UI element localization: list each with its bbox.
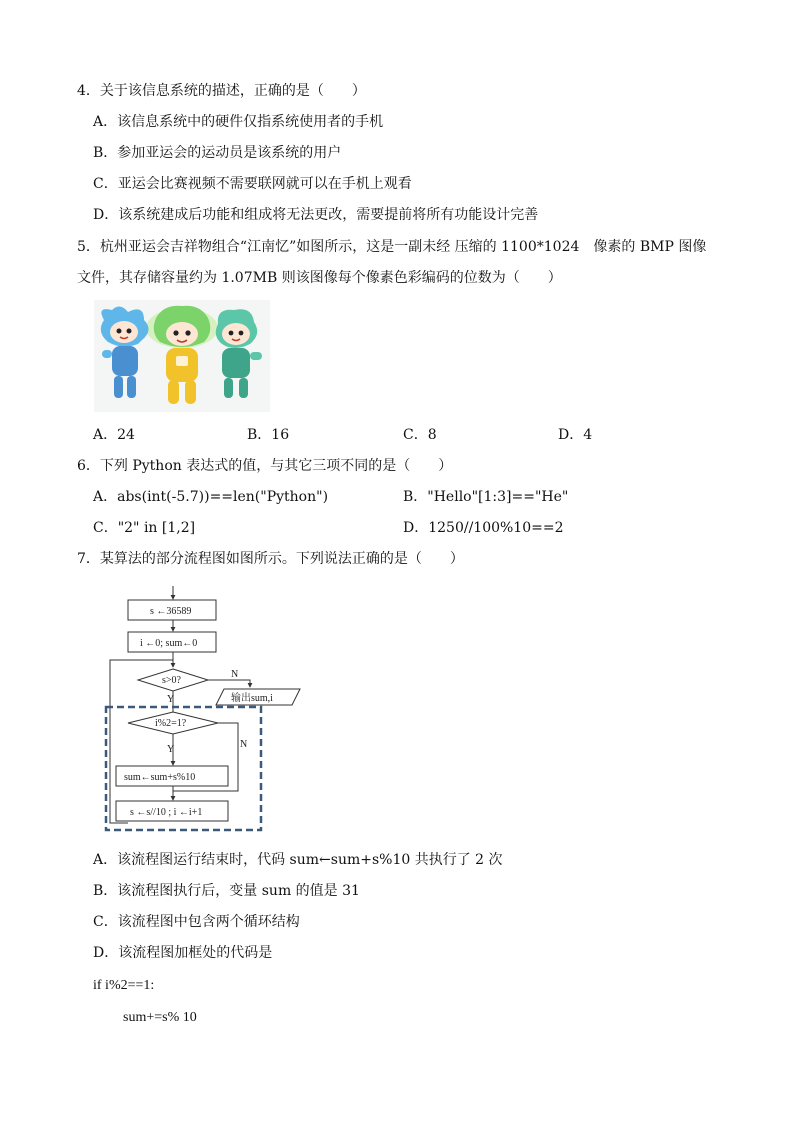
code-line-if: if i%2==1: (93, 978, 155, 993)
outer-yes-label: Y (167, 694, 175, 705)
mascot-image (94, 300, 270, 412)
q5-stem-line1: 5．杭州亚运会吉祥物组合“江南忆”如图所示，这是一副未经 压缩的 1100*1024 像素的 BMP 图像 (77, 239, 707, 255)
init-s-text: s ←36589 (150, 606, 192, 617)
q5-option-b: B．16 (247, 427, 290, 443)
q6-option-d: D．1250//100%10==2 (403, 520, 564, 536)
q6-option-a: A．abs(int(-5.7))==len("Python") (93, 489, 329, 505)
inner-condition-text: i%2=1? (155, 718, 187, 729)
q4-option-c: C．亚运会比赛视频不需要联网就可以在手机上观看 (93, 176, 412, 192)
q4-option-b: B．参加亚运会的运动员是该系统的用户 (93, 145, 342, 161)
flowchart-diagram (100, 583, 310, 833)
q4-option-a: A．该信息系统中的硬件仅指系统使用者的手机 (93, 114, 384, 130)
q4-option-d: D．该系统建成后功能和组成将无法更改，需要提前将所有功能设计完善 (93, 207, 539, 223)
q5-stem-line2: 文件，其存储容量约为 1.07MB 则该图像每个像素色彩编码的位数为（ ） (77, 270, 562, 286)
q5-option-c: C．8 (403, 427, 437, 443)
assign-sum-text: sum←sum+s%10 (124, 772, 196, 783)
q4-stem: 4．关于该信息系统的描述，正确的是（ ） (77, 83, 366, 99)
inner-no-label: N (240, 739, 248, 750)
q7-option-c: C．该流程图中包含两个循环结构 (93, 914, 300, 930)
inner-yes-label: Y (167, 744, 175, 755)
assign-s-i-text: s ←s//10 ; i ←i+1 (130, 807, 203, 818)
init-vars-text: i ←0; sum←0 (140, 638, 198, 649)
q6-option-b: B．"Hello"[1:3]=="He" (403, 489, 569, 505)
outer-condition-text: s>0? (162, 675, 181, 686)
code-line-sum: sum+=s% 10 (123, 1010, 197, 1025)
q7-option-d: D．该流程图加框处的代码是 (93, 945, 273, 961)
q6-option-c: C．"2" in [1,2] (93, 520, 196, 536)
q5-option-a: A．24 (93, 427, 135, 443)
q7-stem: 7．某算法的部分流程图如图所示。下列说法正确的是（ ） (77, 551, 464, 567)
q7-option-a: A．该流程图运行结束时，代码 sum←sum+s%10 共执行了 2 次 (93, 852, 503, 868)
q5-option-d: D．4 (558, 427, 593, 443)
q6-stem: 6．下列 Python 表达式的值，与其它三项不同的是（ ） (77, 458, 453, 474)
output-text: 输出sum,i (231, 693, 273, 704)
q7-option-b: B．该流程图执行后，变量 sum 的值是 31 (93, 883, 360, 899)
outer-no-label: N (231, 669, 239, 680)
